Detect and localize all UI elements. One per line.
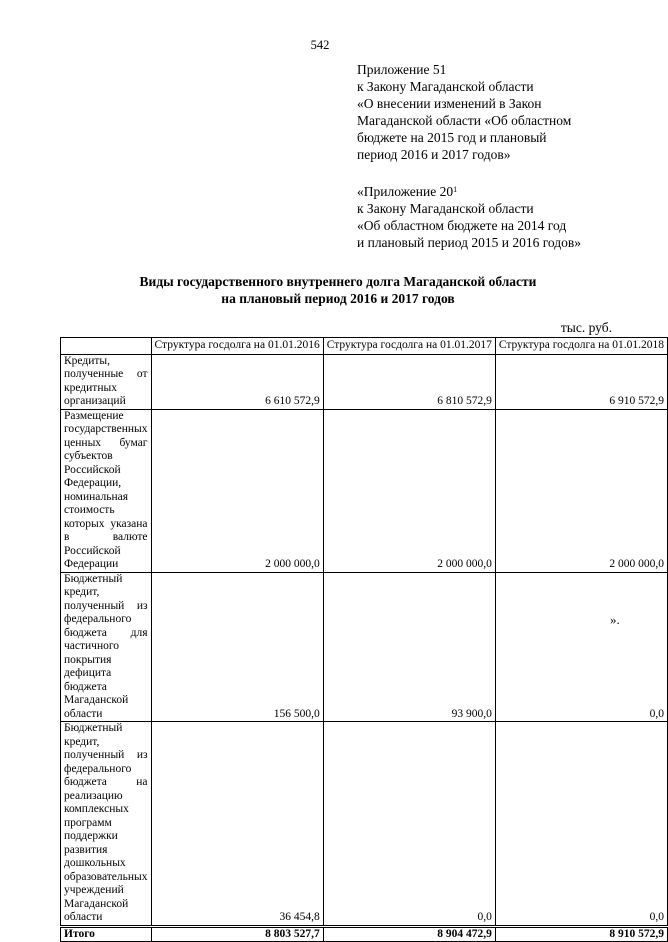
annex-original-line: «Об областном бюджете на 2014 год	[357, 218, 567, 233]
annex-original-line: и плановый период 2015 и 2016 годов»	[357, 235, 582, 250]
row-value-2017: 93 900,0	[323, 572, 495, 722]
row-name: Размещение государственных ценных бумаг субъектов Российской Федерации, номинальная стоимость которых указана в валюте Российской Федерации	[61, 409, 152, 572]
row-name: Бюджетный кредит, полученный из федерального бюджета на реализацию комплексных программ поддержки развития дошкольных образовательных учреждений Магаданской области	[61, 722, 152, 927]
row-value-2017: 2 000 000,0	[323, 409, 495, 572]
row-name: Кредиты, полученные от кредитных организаций	[61, 354, 152, 409]
annex-original-line: к Закону Магаданской области	[357, 201, 534, 216]
document-title-line1: Виды государственного внутреннего долга Магаданской области	[139, 274, 537, 289]
annex-original-superscript: 1	[453, 185, 458, 194]
table-header-row	[61, 338, 668, 355]
table-row	[61, 572, 668, 722]
row-value-2017: 0,0	[323, 722, 495, 927]
total-value-2018: 8 910 572,9	[495, 926, 667, 942]
table-header-name	[61, 338, 152, 355]
annex-header-line: бюджете на 2015 год и плановый	[357, 130, 547, 145]
total-label: Итого	[61, 926, 152, 942]
debt-table	[60, 337, 668, 942]
table-header-2018: Структура госдолга на 01.01.2018	[495, 338, 667, 355]
row-value-2018: 6 910 572,9	[495, 354, 667, 409]
document-title-line2: на плановый период 2016 и 2017 годов	[221, 291, 455, 306]
row-value-2018: 0,0	[495, 722, 667, 927]
annex-header-line: Приложение 51	[357, 62, 447, 77]
document-title	[60, 273, 616, 307]
table-row	[61, 409, 668, 572]
annex-header	[357, 61, 627, 163]
annex-original	[357, 183, 627, 251]
closing-quote: ».	[610, 612, 620, 627]
table-header-2017: Структура госдолга на 01.01.2017	[323, 338, 495, 355]
table-row	[61, 354, 668, 409]
page-number: 542	[310, 38, 330, 52]
row-name: Бюджетный кредит, полученный из федерального бюджета для частичного покрытия дефицита бюджета Магаданской области	[61, 572, 152, 722]
total-value-2017: 8 904 472,9	[323, 926, 495, 942]
table-row	[61, 722, 668, 927]
row-value-2018: 0,0	[495, 572, 667, 722]
row-value-2018: 2 000 000,0	[495, 409, 667, 572]
row-value-2016: 2 000 000,0	[151, 409, 323, 572]
annex-header-line: Магаданской области «Об областном	[357, 113, 572, 128]
annex-original-title: «Приложение 20	[357, 184, 454, 199]
total-value-2016: 8 803 527,7	[151, 926, 323, 942]
annex-header-line: период 2016 и 2017 годов»	[357, 147, 511, 162]
units-label: тыс. руб.	[560, 320, 612, 335]
annex-header-line: к Закону Магаданской области	[357, 79, 534, 94]
annex-header-line: «О внесении изменений в Закон	[357, 96, 542, 111]
table-header-2016: Структура госдолга на 01.01.2016	[151, 338, 323, 355]
row-value-2016: 6 610 572,9	[151, 354, 323, 409]
row-value-2016: 36 454,8	[151, 722, 323, 927]
annex-original-line	[357, 183, 627, 200]
table-total-row	[61, 926, 668, 942]
row-value-2016: 156 500,0	[151, 572, 323, 722]
row-value-2017: 6 810 572,9	[323, 354, 495, 409]
